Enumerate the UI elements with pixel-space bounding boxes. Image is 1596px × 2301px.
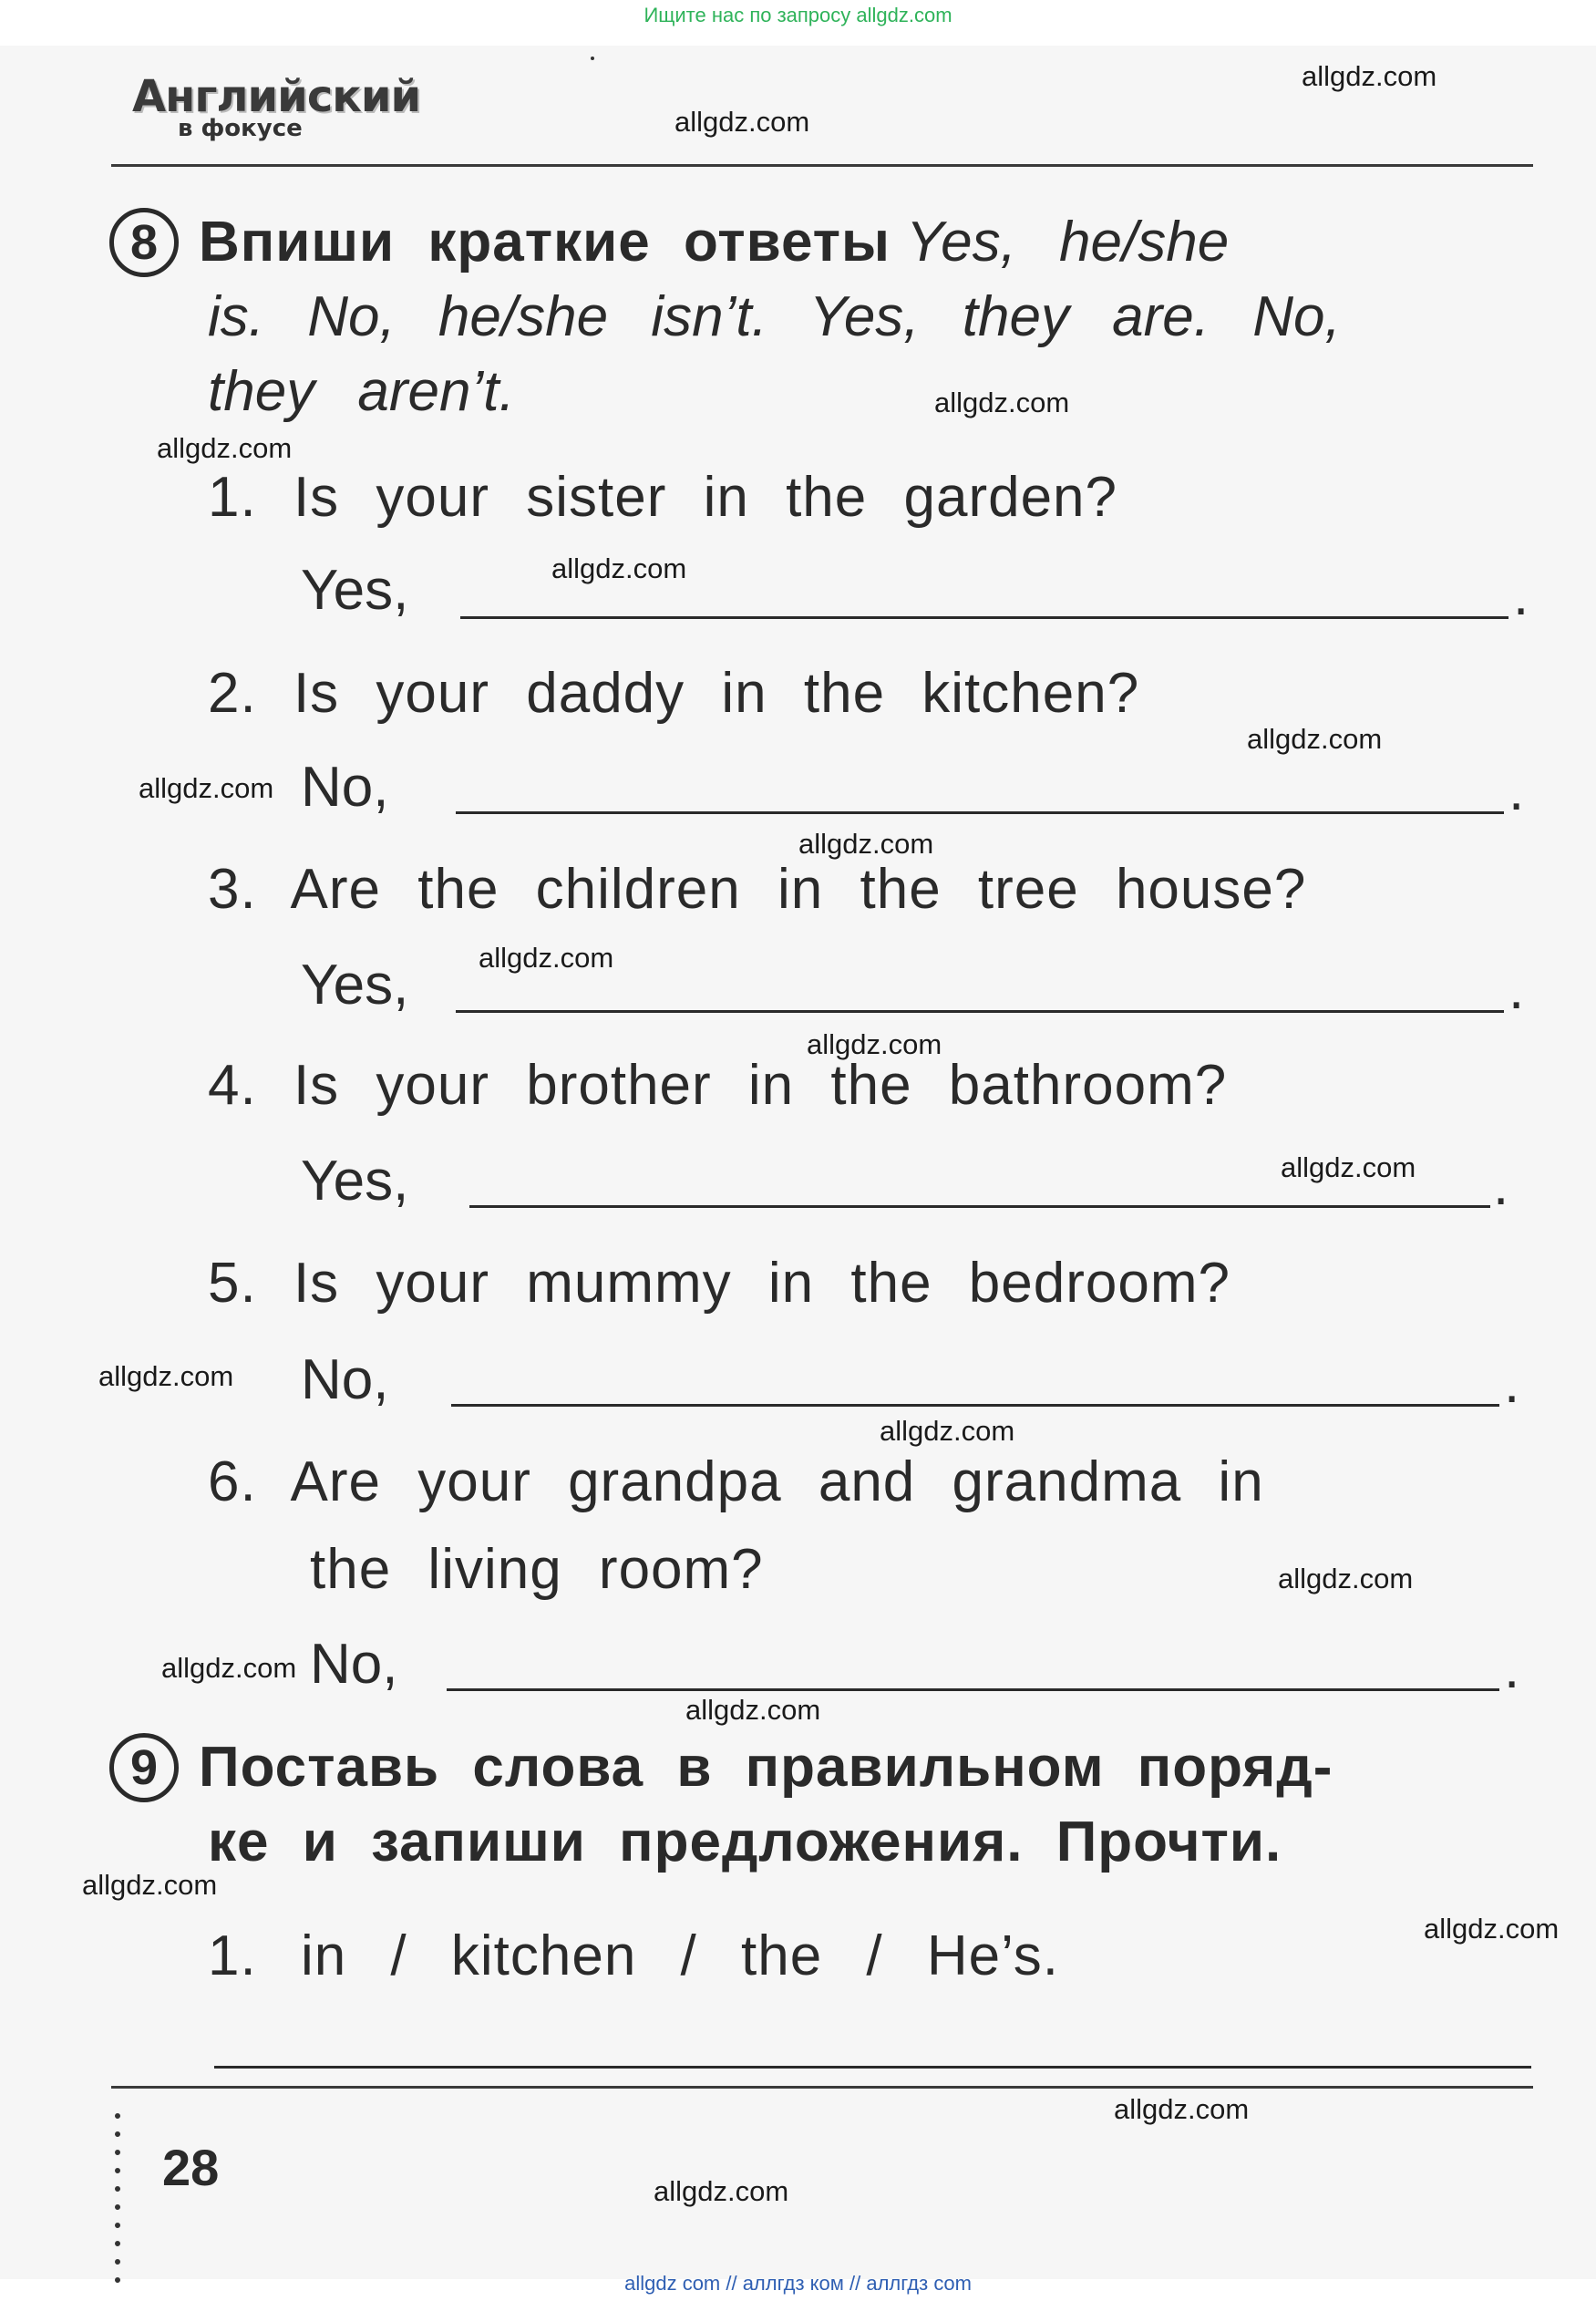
watermark: allgdz.com: [1278, 1563, 1414, 1594]
answer-3-period: .: [1508, 958, 1525, 1021]
bottom-site-link[interactable]: allgdz com // аллгдз ком // аллгдз com: [624, 2272, 972, 2295]
answer-5-line[interactable]: [451, 1404, 1499, 1407]
scan-speck: [591, 57, 594, 60]
watermark: allgdz.com: [82, 1869, 218, 1901]
task-8-instruction: [109, 205, 1495, 429]
page-number: 28: [162, 2139, 220, 2196]
task-9-title-1: Поставь слова в правильном поряд-: [199, 1736, 1333, 1799]
watermark: allgdz.com: [1247, 723, 1383, 755]
answer-2-start: No,: [301, 756, 389, 819]
question-1: 1. Is your sister in the garden?: [208, 466, 1118, 529]
watermark: allgdz.com: [98, 1360, 234, 1392]
task-9-item-1: 1. in / kitchen / the / He’s.: [208, 1924, 1060, 1987]
question-6: 6. Are your grandpa and grandma in: [208, 1450, 1264, 1513]
watermark: allgdz.com: [139, 772, 274, 804]
watermark: allgdz.com: [807, 1028, 942, 1060]
task-9-number: 9: [109, 1733, 179, 1802]
task-8-number: 8: [109, 208, 179, 277]
watermark: allgdz.com: [1302, 60, 1437, 92]
question-5: 5. Is your mummy in the bedroom?: [208, 1252, 1230, 1315]
answer-4-line[interactable]: [469, 1205, 1490, 1208]
task-9-answer-line[interactable]: [214, 2066, 1531, 2069]
answer-2-period: .: [1508, 759, 1525, 822]
watermark: allgdz.com: [1281, 1151, 1416, 1183]
task-8-title: Впиши краткие ответы: [199, 211, 891, 273]
logo-subtitle: в фокусе: [178, 115, 303, 142]
header-rule: [111, 164, 1533, 167]
answer-3-start: Yes,: [301, 954, 409, 1016]
task-8-phrases-1: Yes, he/she: [906, 211, 1230, 273]
answer-6-line[interactable]: [447, 1688, 1499, 1691]
watermark: allgdz.com: [674, 106, 810, 138]
logo-title: Английский: [132, 71, 421, 122]
watermark: allgdz.com: [1114, 2093, 1250, 2125]
watermark: allgdz.com: [551, 552, 687, 584]
answer-3-line[interactable]: [456, 1010, 1504, 1013]
watermark: allgdz.com: [161, 1652, 297, 1684]
page-dots: [115, 2113, 122, 2296]
watermark: allgdz.com: [479, 942, 614, 974]
answer-6-start: No,: [310, 1633, 398, 1696]
footer-rule: [111, 2086, 1533, 2089]
answer-6-period: .: [1504, 1637, 1520, 1700]
question-4: 4. Is your brother in the bathroom?: [208, 1054, 1228, 1117]
watermark: allgdz.com: [880, 1415, 1015, 1447]
watermark: allgdz.com: [157, 432, 293, 464]
question-6-continued: the living room?: [310, 1538, 764, 1601]
top-site-link[interactable]: Ищите нас по запросу allgdz.com: [644, 4, 952, 26]
answer-5-start: No,: [301, 1348, 389, 1411]
watermark: allgdz.com: [798, 828, 934, 860]
task-9-instruction: [109, 1730, 1495, 1880]
watermark: allgdz.com: [685, 1694, 821, 1726]
answer-4-period: .: [1493, 1154, 1509, 1217]
task-9-title-2: ке и запиши предложения. Прочти.: [208, 1811, 1282, 1873]
answer-2-line[interactable]: [456, 811, 1504, 814]
answer-4-start: Yes,: [301, 1150, 409, 1212]
task-8-phrases-2: is. No, he/she isn’t. Yes, they are. No,: [208, 285, 1341, 348]
book-logo: [132, 71, 421, 142]
task-8-phrases-3: they aren’t.: [208, 360, 515, 423]
answer-1-period: .: [1513, 564, 1529, 627]
watermark: allgdz.com: [1424, 1913, 1560, 1945]
answer-1-start: Yes,: [301, 559, 409, 622]
answer-5-period: .: [1504, 1352, 1520, 1415]
question-3: 3. Are the children in the tree house?: [208, 858, 1307, 921]
workbook-page: [0, 46, 1596, 2279]
question-2: 2. Is your daddy in the kitchen?: [208, 662, 1140, 725]
watermark: allgdz.com: [654, 2175, 789, 2207]
watermark: allgdz.com: [934, 387, 1070, 418]
answer-1-line[interactable]: [460, 616, 1508, 619]
